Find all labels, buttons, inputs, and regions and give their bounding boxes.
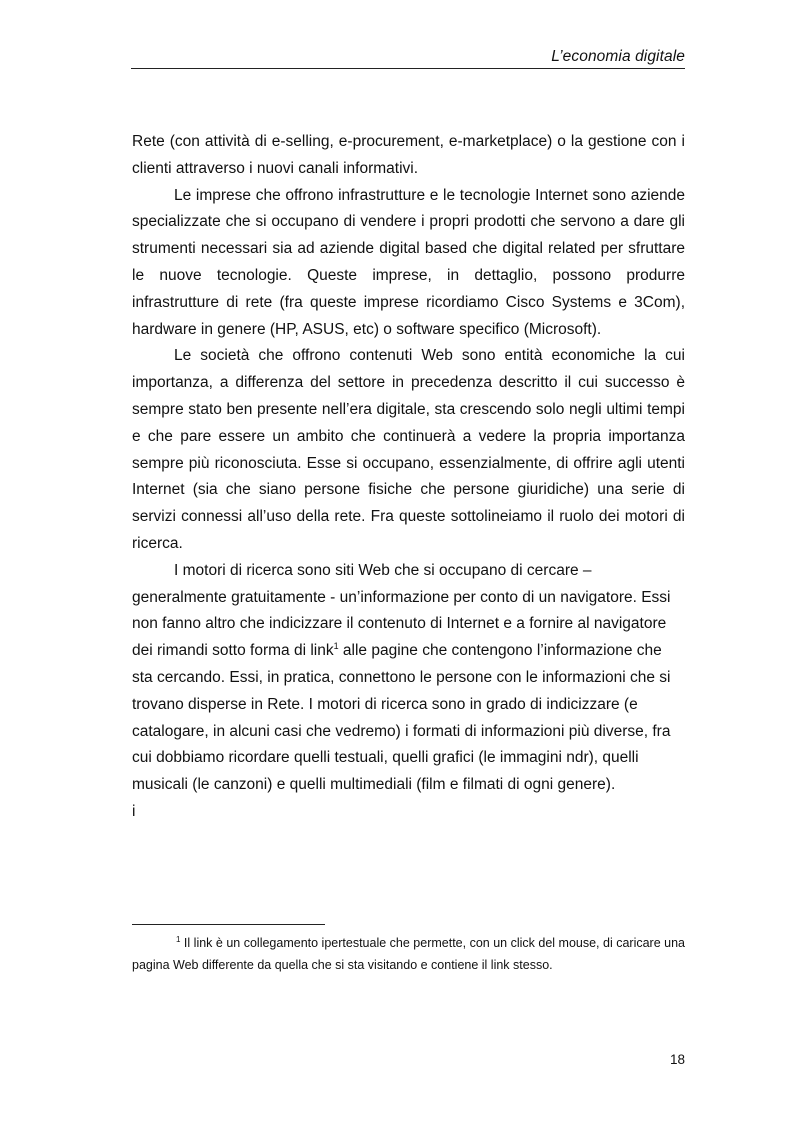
header-divider [131, 68, 685, 69]
footnote-divider [132, 924, 325, 925]
footnote-text: Il link è un collegamento ipertestuale che permette, con un click del mouse, di caricare una pagina Web differente da quella che si sta visitando e contiene il link stesso. [132, 936, 685, 972]
paragraph-infrastructure: Le imprese che offrono infrastrutture e le tecnologie Internet sono aziende specializzate che si occupano di vendere i propri prodotti che servono a dare gli strumenti necessari sia ad aziende digital based che digital related per sfruttare le nuove tecnologie. Queste imprese, in dettaglio, possono produrre infrastrutture di rete (fra queste imprese ricordiamo Cisco Systems e 3Com), hardware in genere (HP, ASUS, etc) o software specifico (Microsoft). [132, 186, 685, 338]
search-engines-text-end: alle pagine che contengono l’informazione che sta cercando. Essi, in pratica, connettono le persone con le informazioni che si trovano disperse in Rete. I motori di ricerca sono in grado di indicizzare (e catalogare, in alcuni casi che vedremo) i formati di informazioni più diverse, fra cui dobbiamo ricordare quelli testuali, quelli grafici (le immagini ndr), quelli musicali (le canzoni) e quelli multimediali (film e filmati di ogni genere). [132, 642, 671, 794]
stray-character: i [132, 802, 136, 820]
paragraph-search-engines [132, 558, 685, 799]
paragraph-web-content: Le società che offrono contenuti Web sono entità economiche la cui importanza, a differenza del settore in precedenza descritto il cui successo è sempre stato ben presente nell’era digitale, sta crescendo solo negli ultimi tempi e che pare essere un ambito che continuerà a vedere la propria importanza sempre più riconosciuta. Esse si occupano, essenzialmente, di offrire agli utenti Internet (sia che siano persone fisiche che persone giuridiche) una serie di servizi connessi all’uso della rete. Fra queste sottolineiamo il ruolo dei motori di ricerca. [132, 347, 685, 552]
main-text [132, 129, 685, 826]
running-header-title: L’economia digitale [551, 48, 685, 65]
footnote [132, 932, 685, 976]
footnote-number: 1 [176, 934, 181, 944]
footnote-reference[interactable]: 1 [333, 640, 339, 651]
search-engines-text-start: I motori di ricerca sono siti Web che si occupano di cercare – generalmente gratuitamente - un’informazione per conto di un navigatore. Essi non fanno altro che indicizzare il contenuto di Internet e a fornire al navigatore dei rimandi sotto forma di link [132, 561, 671, 660]
footnote-paragraph [132, 932, 685, 976]
page-number: 18 [669, 1052, 685, 1067]
paragraph-continued: Rete (con attività di e-selling, e-procurement, e-marketplace) o la gestione con i clienti attraverso i nuovi canali informativi. [132, 133, 685, 177]
